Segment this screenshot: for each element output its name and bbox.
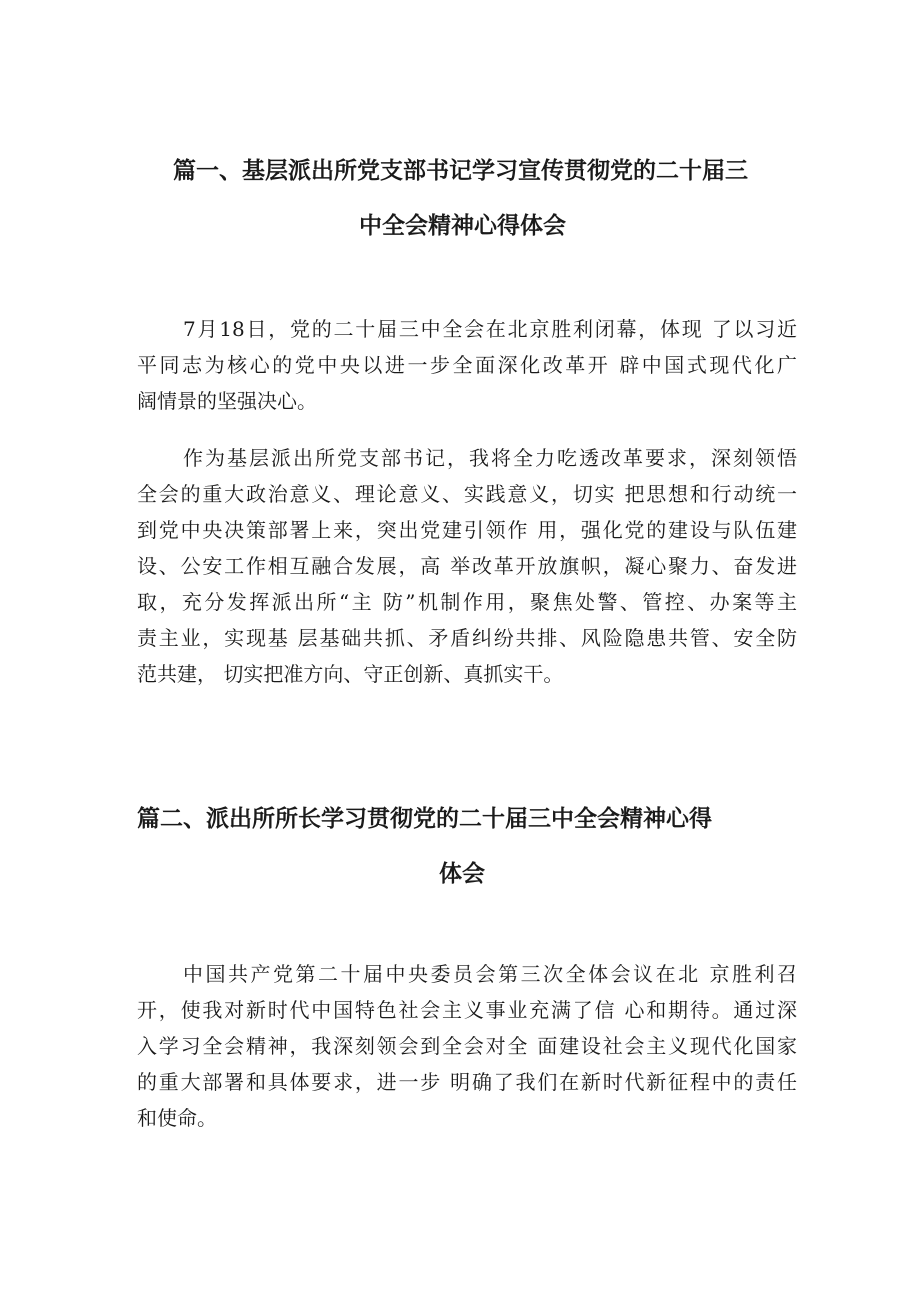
text-line: 全会的重大政治意义、理论意义、实践意义，切实 把思想和行动统一 [137, 482, 797, 506]
section1-paragraph1 [137, 311, 797, 419]
text-line: 责主业，实现基 层基础共抓、矛盾纠纷共排、风险隐患共管、安全防 [137, 626, 797, 650]
text-line: 中国共产党第二十届中央委员会第三次全体会议在北 京胜利召 [183, 962, 797, 986]
text-line: 开，使我对新时代中国特色社会主义事业充满了信 心和期待。通过深 [137, 998, 797, 1022]
text-line: 到党中央决策部署上来，突出党建引领作 用，强化党的建设与队伍建 [137, 518, 797, 542]
text-line: 入学习全会精神，我深刻领会到全会对全 面建设社会主义现代化国家 [137, 1034, 797, 1058]
text-line: 7月18日，党的二十届三中全会在北京胜利闭幕，体现 了以习近 [183, 317, 797, 341]
section1-paragraph2 [137, 440, 797, 692]
text-line: 平同志为核心的党中央以进一步全面深化改革开 辟中国式现代化广 [137, 353, 797, 377]
text-line: 和使命。 [137, 1106, 217, 1130]
section2-title-line2: 体会 [439, 861, 485, 887]
text-line: 的重大部署和具体要求，进一步 明确了我们在新时代新征程中的责任 [137, 1070, 797, 1094]
text-line: 作为基层派出所党支部书记，我将全力吃透改革要求，深刻领悟 [183, 446, 797, 470]
text-line: 设、公安工作相互融合发展，高 举改革开放旗帜，凝心聚力、奋发进 [137, 554, 797, 578]
section1-title-line2: 中全会精神心得体会 [359, 213, 566, 239]
section2-title-line1: 篇二、派出所所长学习贯彻党的二十届三中全会精神心得 [137, 806, 712, 832]
text-line: 阔情景的坚强决心。 [137, 389, 317, 413]
section1-title-line1: 篇一、基层派出所党支部书记学习宣传贯彻党的二十届三 [173, 158, 748, 184]
section2-paragraph1 [137, 956, 797, 1136]
text-line: 范共建， 切实把准方向、守正创新、真抓实干。 [137, 662, 564, 686]
text-line: 取，充分发挥派出所“主 防”机制作用，聚焦处警、管控、办案等主 [137, 590, 797, 614]
